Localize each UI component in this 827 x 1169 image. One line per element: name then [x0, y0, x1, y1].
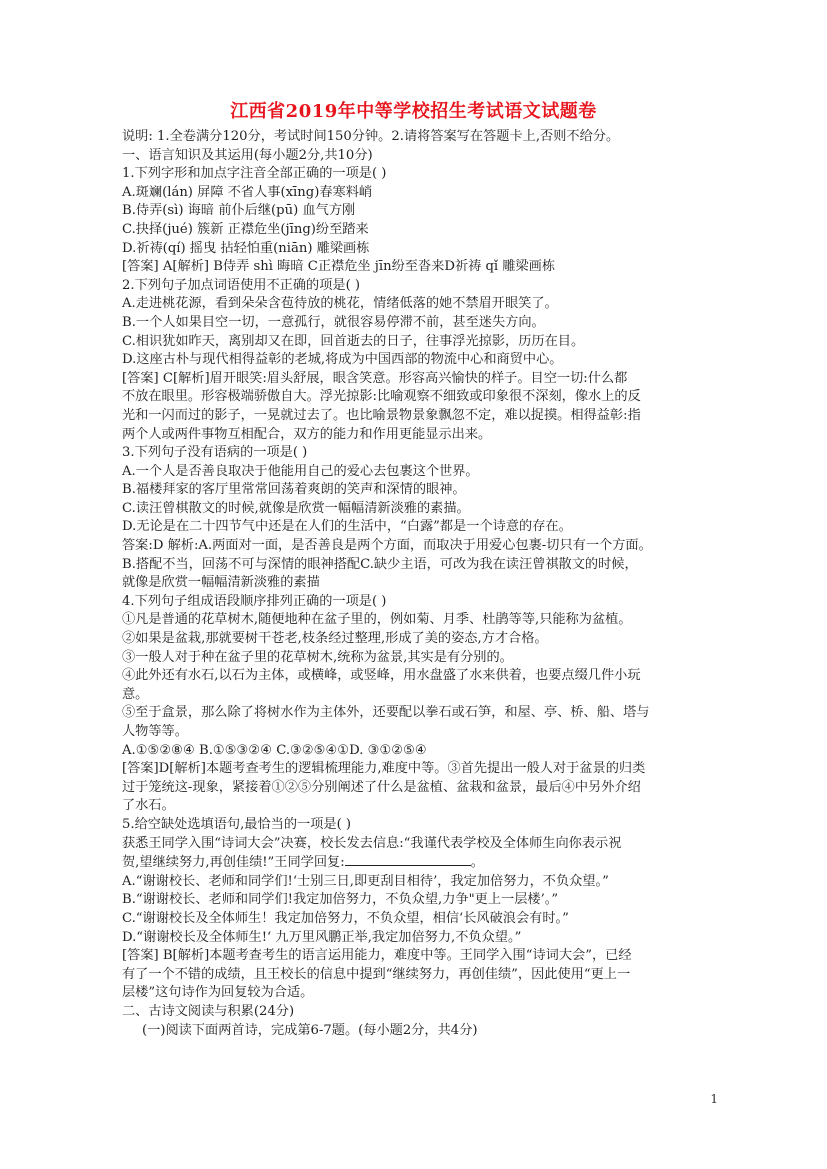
question-4-answer-cont: 过于笼统这-现象，紧接着①②⑤分别阐述了什么是盆植、盆栽和盆景，最后④中另外介绍 — [122, 779, 641, 795]
question-3-stem: 3.下列句子没有语病的一项是( ) — [122, 445, 308, 461]
question-2-answer-cont: 光和一闪而过的影子，一晃就过去了。也比喻景物景象飘忽不定，难以捉摸。相得益彰:指 — [122, 407, 641, 423]
exam-body — [122, 128, 718, 1040]
question-4-sentence-1: ①凡是普通的花草树木,随便地种在盆子里的，例如菊、月季、杜鹃等等,只能称为盆植。 — [122, 612, 632, 628]
question-4-sentence-5-cont: 人物等等。 — [122, 724, 188, 739]
question-4-sentence-4: ④此外还有水石,以石为主体，或横峰，或竖峰，用水盘盛了水来供着，也要点缀几件小玩 — [122, 668, 641, 684]
question-3-option-d: D.无论是在二十四节气中还是在人们的生活中，“白露”都是一个诗意的存在。 — [122, 519, 572, 535]
question-4-options: A.①⑤②⑧④ B.①⑤③②④ C.③②⑤④①D. ③①②⑤④ — [122, 742, 427, 758]
question-1-option-a: A.斑斓(lán) 屏障 不省人事(xīng)春寒料峭 — [122, 184, 373, 200]
question-5-option-c: C.“谢谢校长及全体师生！我定加倍努力，不负众望，相信‘长风破浪会有时。” — [122, 910, 569, 926]
question-5-context-text: 贺,望继续努力,再创佳绩!”王同学回复: — [122, 855, 345, 871]
question-3-option-c: C.读汪曾棋散文的时候,就像是欣赏一幅幅清新淡雅的素描。 — [122, 500, 470, 516]
question-1-option-d: D.祈祷(qí) 摇曳 拈轻怕重(niān) 雕梁画栋 — [122, 240, 370, 256]
question-5-option-b: B.“谢谢校长、老师和同学们!我定加倍努力，不负众望,力争"更上一层楼’。” — [122, 892, 559, 908]
question-4-stem: 4.下列句子组成语段顺序排列正确的一项是( ) — [122, 593, 387, 609]
question-2-option-a: A.走进桃花源，看到朵朵含苞待放的桃花，情绪低落的她不禁眉开眼笑了。 — [122, 296, 558, 312]
page-title: 江西省2019年中等学校招生考试语文试题卷 — [230, 101, 597, 122]
question-3-option-a: A.一个人是否善良取决于他能用自己的爱心去包裹这个世界。 — [122, 463, 479, 479]
question-2-answer: [答案] C[解析]眉开眼笑:眉头舒展，眼含笑意。形容高兴愉快的样子。目空一切:什么都 — [122, 370, 628, 386]
question-2-option-d: D.这座古朴与现代相得益彰的老城,将成为中国西部的物流中心和商贸中心。 — [122, 352, 563, 368]
question-5-option-a: A.“谢谢校长、老师和同学们!‘士别三日,即更刮目相待’，我定加倍努力，不负众望。” — [122, 873, 609, 889]
question-5-stem: 5.给空缺处选填语句,最恰当的一项是( ) — [122, 816, 352, 832]
question-5-option-d: D.“谢谢校长及全体师生!‘ 九万里风鹏正举,我定加倍努力,不负众望。” — [122, 929, 522, 945]
question-2-answer-cont: 不放在眼里。形容极端骄傲自大。浮光掠影:比喻观察不细致或印象很不深刻，像水上的反 — [122, 389, 641, 405]
question-4-sentence-3: ③一般人对于种在盆子里的花草树木,统称为盆景,其实是有分别的。 — [122, 649, 513, 665]
question-4-answer-cont: 了水石。 — [122, 798, 175, 814]
question-3-option-b: B.福楼拜家的客厅里常常回荡着爽朗的笑声和深情的眼神。 — [122, 482, 466, 498]
question-3-answer-cont: B.搭配不当，回荡不可与深情的眼神搭配C.缺少主语，可改为我在读汪曾祺散文的时候， — [122, 556, 638, 572]
question-5-answer-cont: 层楼”这句诗作为回复较为合适。 — [122, 985, 314, 1001]
question-3-answer-cont: 就像是欣赏一幅幅清新淡雅的素描 — [122, 575, 320, 591]
answer-blank — [345, 853, 471, 866]
question-4-sentence-2: ②如果是盆栽,那就要树干苍老,枝条经过整理,形成了美的姿态,方才合格。 — [122, 631, 548, 647]
question-4-sentence-5: ⑤至于盒景，那么除了将树水作为主体外，还要配以拳石或石笋，和屋、亭、桥、船、塔与 — [122, 705, 650, 721]
page-number: 1 — [710, 1092, 718, 1106]
question-5-context: 获悉王同学入围“诗词大会”决赛，校长发去信息:“我谨代表学校及全体师生向你表示祝 — [122, 835, 622, 851]
question-5-answer-cont: 有了一个不错的成绩，且王校长的信息中提到“继续努力，再创佳绩”，因此使用“更上一 — [122, 966, 631, 982]
question-2-stem: 2.下列句子加点词语使用不正确的项是( ) — [122, 277, 361, 293]
question-1-stem: 1.下列字形和加点字注音全部正确的一项是( ) — [122, 166, 387, 182]
question-2-option-c: C.相识犹如昨天，离别却又在即，回首逝去的日子，往事浮光掠影，历历在目。 — [122, 333, 585, 349]
question-5-answer: [答案] B[解析]本题考查考生的语言运用能力，难度中等。王同学入围“诗词大会”，已经 — [122, 948, 632, 964]
question-1-option-b: B.侍弄(sì) 诲暗 前仆后继(pū) 血气方刚 — [122, 203, 356, 219]
question-2-answer-cont: 两个人或两件事物互相配合，双方的能力和作用更能显示出来。 — [122, 426, 492, 442]
question-2-option-b: B.一个人如果目空一切，一意孤行，就很容易停滞不前，甚至迷失方向。 — [122, 314, 545, 330]
question-1-answer: [答案] A[解析] B侍弄 shì 晦暗 C正襟危坐 jīn纷至沓来D祈祷 qǐ 雕梁画栋 — [122, 259, 556, 275]
question-4-sentence-4-cont: 意。 — [122, 686, 149, 702]
section-heading: 二、古诗文阅读与积累(24分) — [122, 1003, 295, 1019]
question-4-answer: [答案]D[解析]本题考查考生的逻辑梳理能力,难度中等。③首先提出一般人对于盆景的归类 — [122, 761, 646, 777]
question-5-context-cont: 贺,望继续努力,再创佳绩!”王同学回复: 。 — [122, 855, 484, 871]
question-3-answer: 答案:D 解析:A.两面对一面，是否善良是两个方面，而取决于用爱心包裹-切只有一个方面。 — [122, 538, 652, 554]
subsection-heading: (一)阅读下面两首诗，完成第6-7题。(每小题2分，共4分) — [142, 1022, 478, 1038]
section-heading: 一、语言知识及其运用(每小题2分,共10分) — [122, 147, 373, 163]
instructions-line: 说明: 1.全卷满分120分，考试时间150分钟。2.请将答案写在答题卡上,否则不给分。 — [122, 129, 620, 144]
question-1-option-c: C.抉择(jué) 簇新 正襟危坐(jīng)纷至踏来 — [122, 221, 369, 237]
